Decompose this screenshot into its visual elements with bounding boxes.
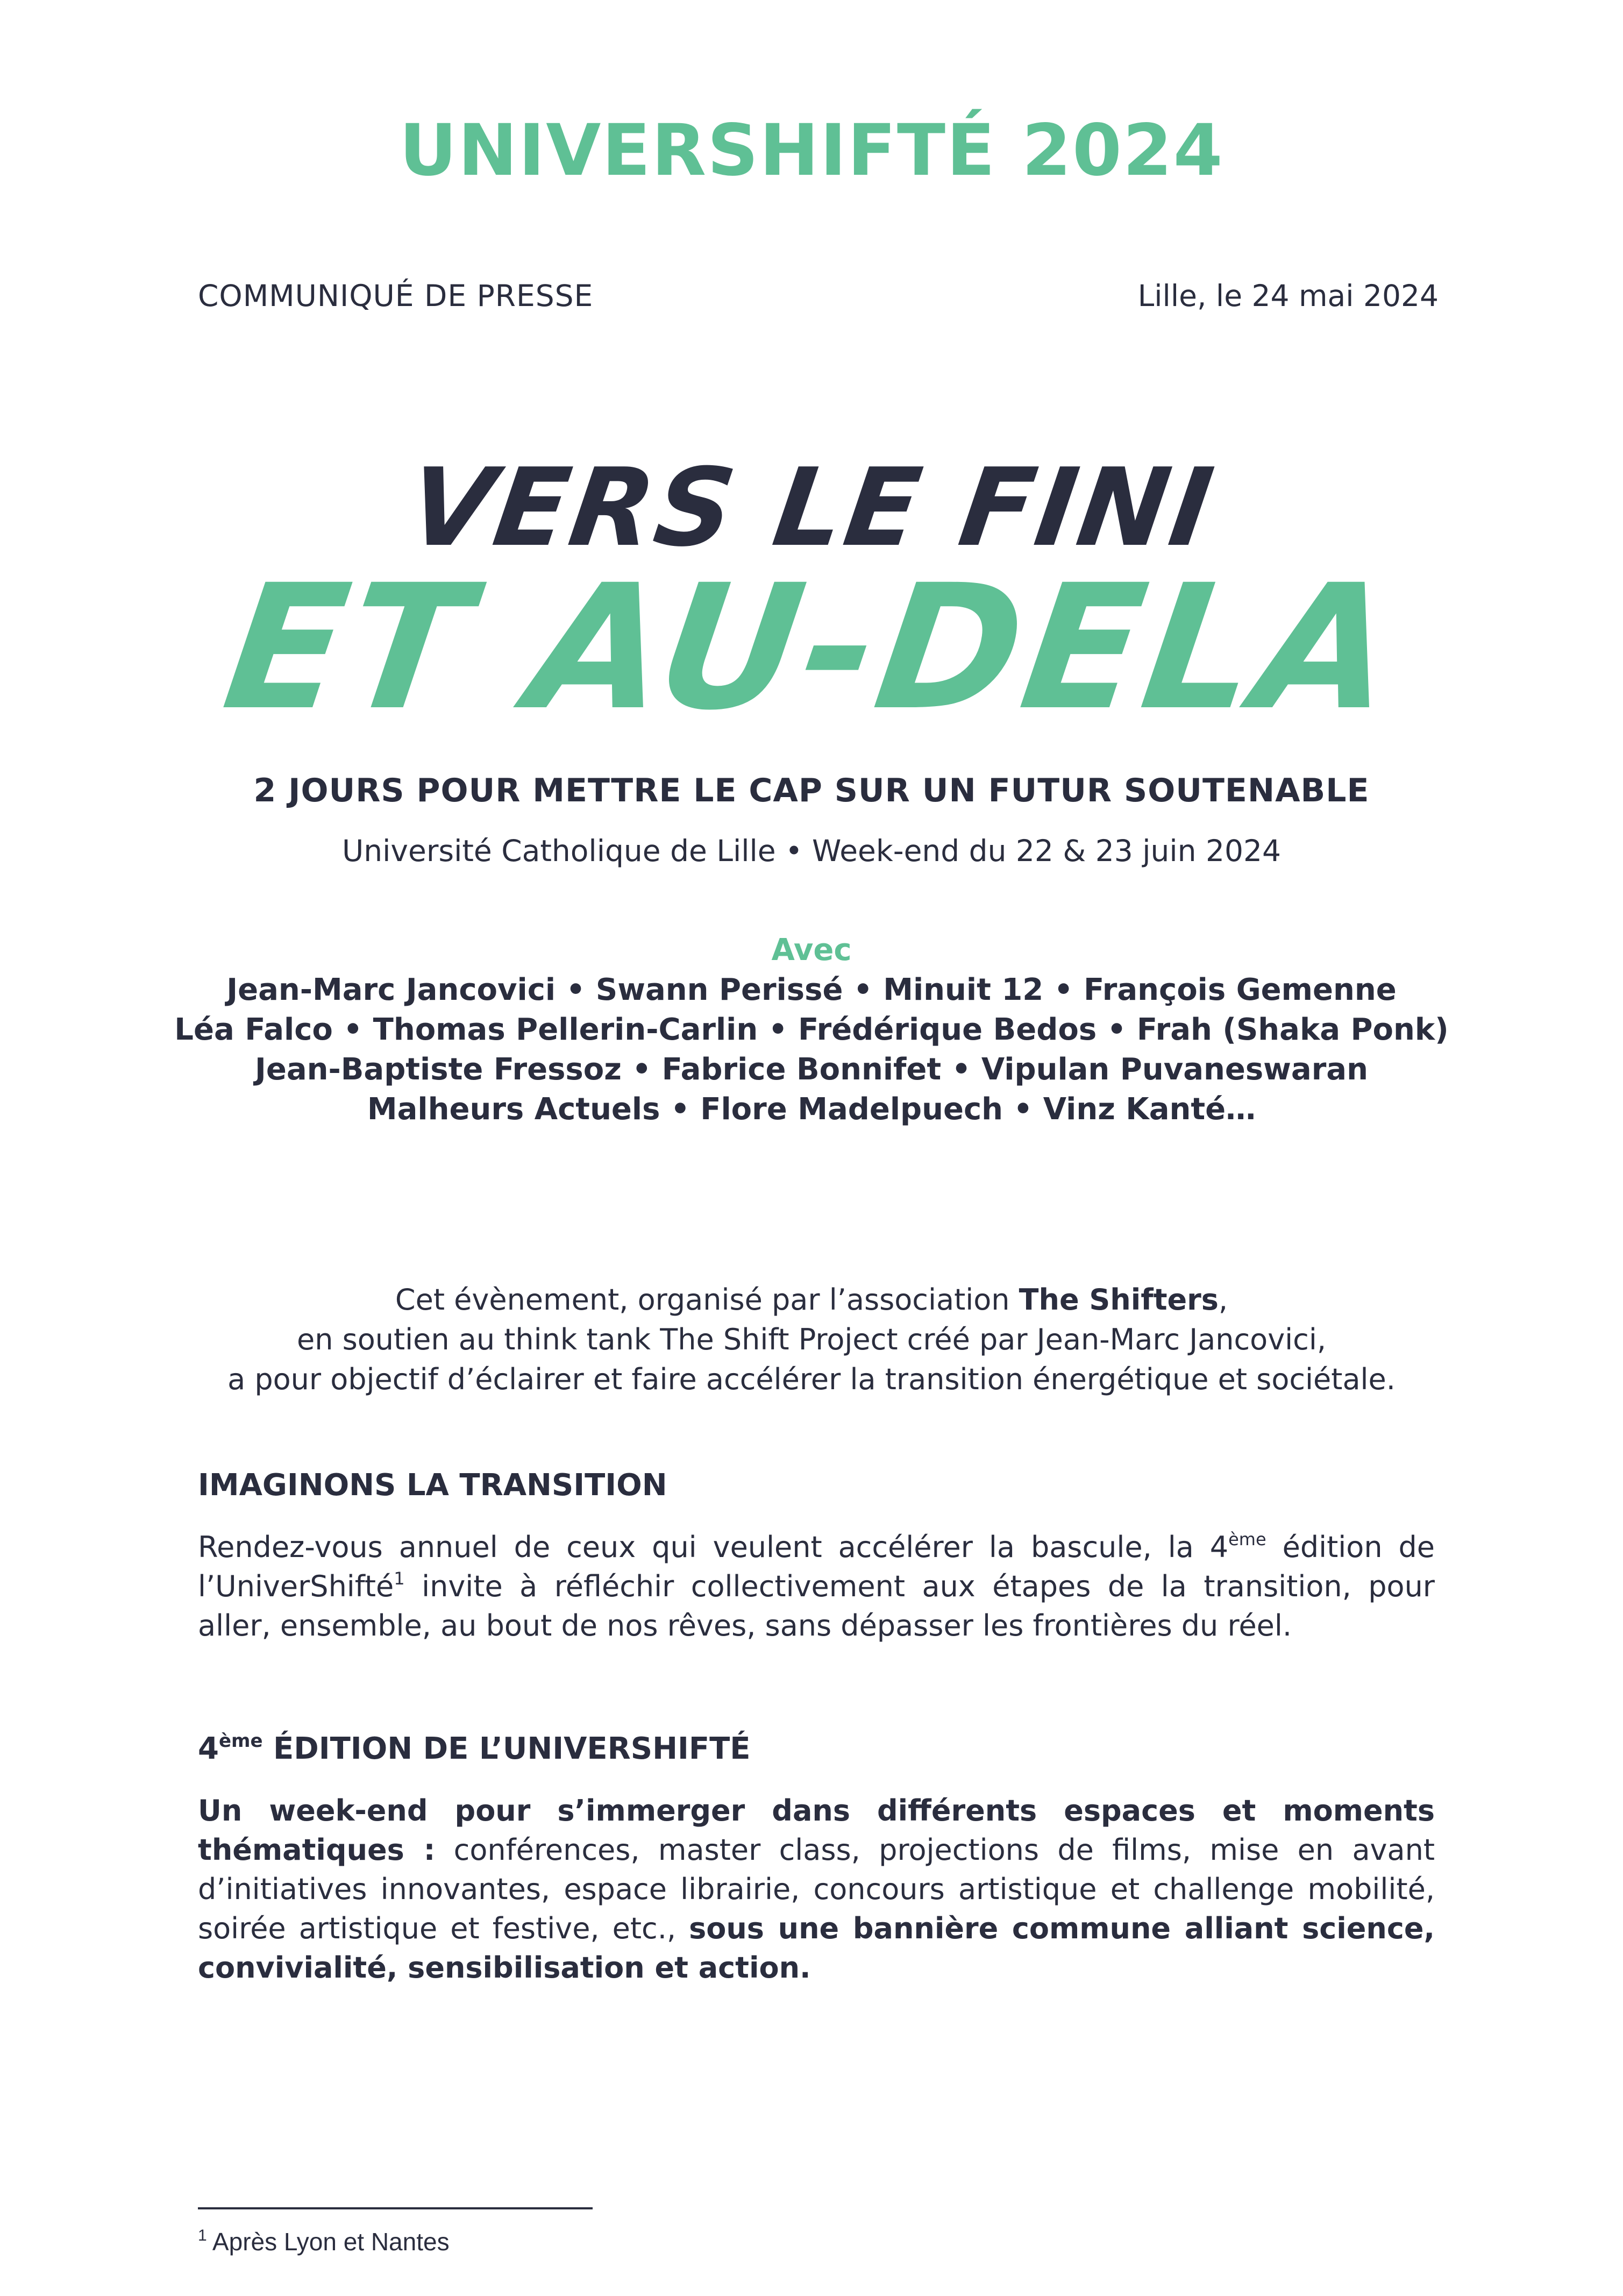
press-release-label: COMMUNIQUÉ DE PRESSE	[198, 279, 594, 313]
section-paragraph-transition	[198, 1527, 1435, 1645]
speakers-label: Avec	[771, 933, 852, 968]
event-subtitle: 2 JOURS POUR METTRE LE CAP SUR UN FUTUR SOUTENABLE	[253, 772, 1370, 809]
intro-line-1	[0, 1280, 1623, 1320]
press-release-date: Lille, le 24 mai 2024	[1137, 279, 1439, 313]
intro-text: ,	[1218, 1283, 1228, 1317]
page-title: UNIVERSHIFTÉ 2024	[399, 109, 1224, 192]
paragraph-bold-text: sous une bannière commune alliant science, convivialité, sensibilisation et action.	[198, 1911, 1435, 1985]
ordinal-suffix: ème	[1228, 1529, 1266, 1549]
section-heading-transition: IMAGINONS LA TRANSITION	[198, 1468, 667, 1503]
paragraph-text: édition de l’UniverShifté	[198, 1530, 1435, 1603]
intro-line-3: a pour objectif d’éclairer et faire accélérer la transition énergétique et sociétale.	[227, 1362, 1396, 1396]
speakers-line: Malheurs Actuels • Flore Madelpuech • Vinz Kanté…	[367, 1092, 1256, 1127]
headline-line-2: ET AU-DELA	[213, 548, 1410, 748]
heading-number: 4	[198, 1731, 219, 1766]
paragraph-text: conférences, master class, projections de films, mise en avant d’initiatives innovantes, espace librairie, concours artistique et challenge mobilité, soirée artistique et festive, etc.,	[198, 1833, 1435, 1945]
heading-text: ÉDITION DE L’UNIVERSHIFTÉ	[262, 1731, 751, 1766]
footnote-reference[interactable]: 1	[394, 1568, 405, 1589]
headline-line-1: VERS LE FINI	[401, 445, 1222, 571]
intro-text: Cet évènement, organisé par l’association	[395, 1283, 1019, 1317]
section-paragraph-edition	[198, 1791, 1435, 1987]
paragraph-text: Rendez-vous annuel de ceux qui veulent accélérer la bascule, la 4	[198, 1530, 1229, 1564]
event-place-date: Université Catholique de Lille • Week-end du 22 & 23 juin 2024	[342, 834, 1281, 868]
speakers-line: Léa Falco • Thomas Pellerin-Carlin • Frédérique Bedos • Frah (Shaka Ponk)	[174, 1012, 1449, 1047]
speakers-list	[0, 970, 1623, 1129]
footnote-text: Après Lyon et Nantes	[207, 2228, 450, 2256]
intro-paragraph	[0, 1280, 1623, 1399]
footnote	[198, 2226, 450, 2258]
intro-line-2: en soutien au think tank The Shift Project créé par Jean-Marc Jancovici,	[296, 1323, 1327, 1356]
speakers-line: Jean-Baptiste Fressoz • Fabrice Bonnifet • Vipulan Puvaneswaran	[255, 1052, 1368, 1087]
footnote-divider	[198, 2207, 593, 2209]
ordinal-suffix: ème	[218, 1730, 263, 1752]
paragraph-text: invite à réfléchir collectivement aux étapes de la transition, pour aller, ensemble, au bout de nos rêves, sans dépasser les frontières du réel.	[198, 1569, 1435, 1643]
section-heading-edition	[198, 1729, 751, 1769]
speakers-line: Jean-Marc Jancovici • Swann Perissé • Minuit 12 • François Gemenne	[226, 972, 1397, 1007]
association-name: The Shifters	[1019, 1283, 1219, 1317]
paragraph-bold-text: Un week-end pour s’immerger dans différents espaces et moments thématiques :	[198, 1794, 1435, 1867]
footnote-number: 1	[198, 2227, 207, 2244]
